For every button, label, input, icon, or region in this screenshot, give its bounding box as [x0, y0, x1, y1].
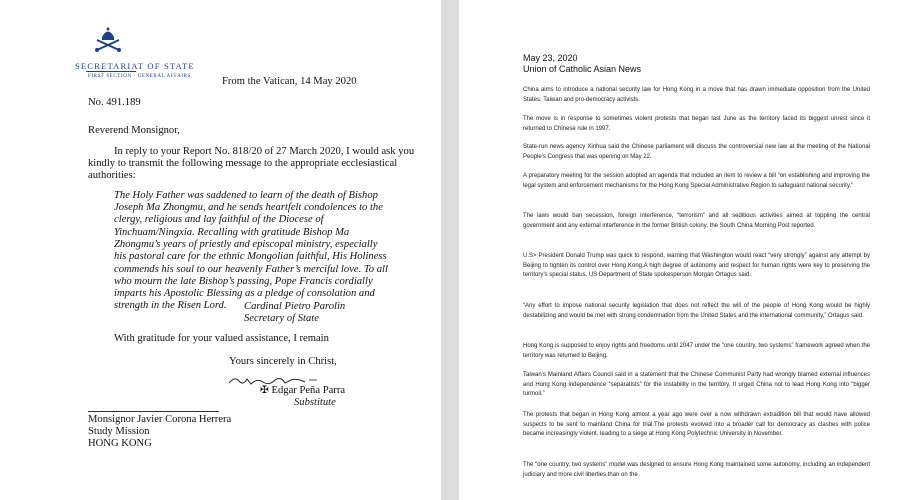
address-divider	[88, 411, 219, 412]
addressee-line: Monsignor Javier Corona Herrera	[88, 414, 232, 425]
message-line: The Holy Father was saddened to learn of the death of Bishop	[114, 190, 378, 201]
message-line: Zhongmu’s years of priestly and episcopal ministry, especially	[114, 239, 378, 250]
salutation: Reverend Monsignor,	[88, 125, 180, 136]
addressee-line: HONG KONG	[88, 438, 152, 449]
article-paragraph: A preparatory meeting for the session adopted an agenda that included an item to review a bill “on establishing and improving the legal system and enforcement mechanisms for the Hong Kong Special Administrative Region to safeguard national security.”	[523, 173, 870, 189]
message-line: his pastoral care for the ethnic Mongolian faithful, His Holiness	[114, 251, 387, 262]
intro-line: In reply to your Report No. 818/20 of 27 March 2020, I would ask you	[114, 146, 415, 157]
letter-page	[0, 0, 441, 500]
message-line: Yinchuam/Ningxia. Recalling with gratitude Bishop Ma	[114, 227, 350, 238]
letterhead-subtitle: FIRST SECTION · GENERAL AFFAIRS	[88, 74, 191, 79]
message-line: clergy, religious and lay faithful of the Diocese of	[114, 214, 324, 225]
news-article-page	[459, 0, 900, 500]
article-paragraph: Hong Kong is supposed to enjoy rights and freedoms until 2047 under the “one country, two systems” framework agreed when the territory was returned to Beijing.	[523, 343, 870, 359]
message-line: who mourn the late Bishop’s passing, Pope Francis cordially	[114, 276, 373, 287]
article-paragraph: The “one country, two systems” model was designed to ensure Hong Kong maintained some autonomy, including an independent judiciary and more civil liberties than on the	[523, 462, 870, 478]
signatory-name: ✠ Edgar Peña Parra	[260, 385, 346, 396]
article-paragraph: The laws would ban secession, foreign interference, “terrorism” and all seditious activities aimed at toppling the central government and any external interference in the former British colony, the South China Morning Post reported.	[523, 213, 870, 229]
article-paragraph: Taiwan’s Mainland Affairs Council said in a statement that the Chinese Communist Party had wrongly blamed external influences and Hong Kong independence “separatists” for the instability in the territory. It urged China not to lead Hong Kong into “bigger turmoil.”	[523, 372, 870, 398]
article-paragraph: The move is in response to sometimes violent protests that began last June as the territory faced its biggest unrest since it returned to Chinese rule in 1997.	[523, 116, 870, 132]
addressee-line: Study Mission	[88, 426, 150, 437]
closing-line: Yours sincerely in Christ,	[229, 356, 337, 367]
intro-line: kindly to transmit the following message to the appropriate ecclesiastical	[88, 158, 398, 169]
intro-line: authorities:	[88, 170, 136, 181]
vatican-crest-icon	[93, 26, 123, 52]
article-paragraph: “Any effort to impose national security legislation that does not reflect the will of the people of Hong Kong would be highly destabilizing and would be met with strong condemnation from the United States and the international community,” Ortagus said.	[523, 303, 870, 319]
cardinal-title: Secretary of State	[244, 313, 319, 324]
message-line: strength in the Risen Lord.	[114, 300, 227, 311]
article-paragraph: State-run news agency Xinhua said the Chinese parliament will discuss the controversial new law at the meeting of the National People’s Congress that was opening on May 22.	[523, 144, 870, 160]
article-paragraph: U.S> President Donald Trump was quick to respond, warning that Washington would react “very strongly” against any attempt by Beijing to tighten its control over Hong Kong.A high degree of autonomy and respect for human rights were key to preserving the territory’s special status, US Department of State spokesperson Morgan Ortagus said.	[523, 253, 870, 279]
letterhead-title: SECRETARIAT OF STATE	[75, 61, 195, 71]
message-line: commends his soul to our heavenly Father’s merciful love. To all	[114, 264, 388, 275]
article-paragraph: China aims to introduce a national security law for Hong Kong in a move that has drawn immediate opposition from the United States, Taiwan and pro-democracy activists.	[523, 87, 870, 103]
article-source: Union of Catholic Asian News	[523, 64, 642, 74]
reference-number: No. 491.189	[88, 97, 141, 108]
signatory-title: Substitute	[294, 397, 336, 408]
place-date: From the Vatican, 14 May 2020	[222, 76, 357, 87]
cardinal-name: Cardinal Pietro Parolin	[244, 301, 346, 312]
letterhead-divider	[86, 71, 136, 72]
message-line: Joseph Ma Zhongmu, and he sends heartfelt condolences to the	[114, 202, 383, 213]
gratitude-line: With gratitude for your valued assistance, I remain	[114, 333, 329, 344]
message-line: imparts his Apostolic Blessing as a pledge of consolation and	[114, 288, 375, 299]
article-date: May 23, 2020	[523, 53, 578, 63]
article-paragraph: The protests that began in Hong Kong almost a year ago were over a now withdrawn extradition bill that would have allowed suspects to be sent to mainland China for trial.The protests evolved into a broader call for democracy as clashes with police became increasingly violent, leading to a siege at Hong Kong Polytechnic University in November.	[523, 412, 870, 438]
